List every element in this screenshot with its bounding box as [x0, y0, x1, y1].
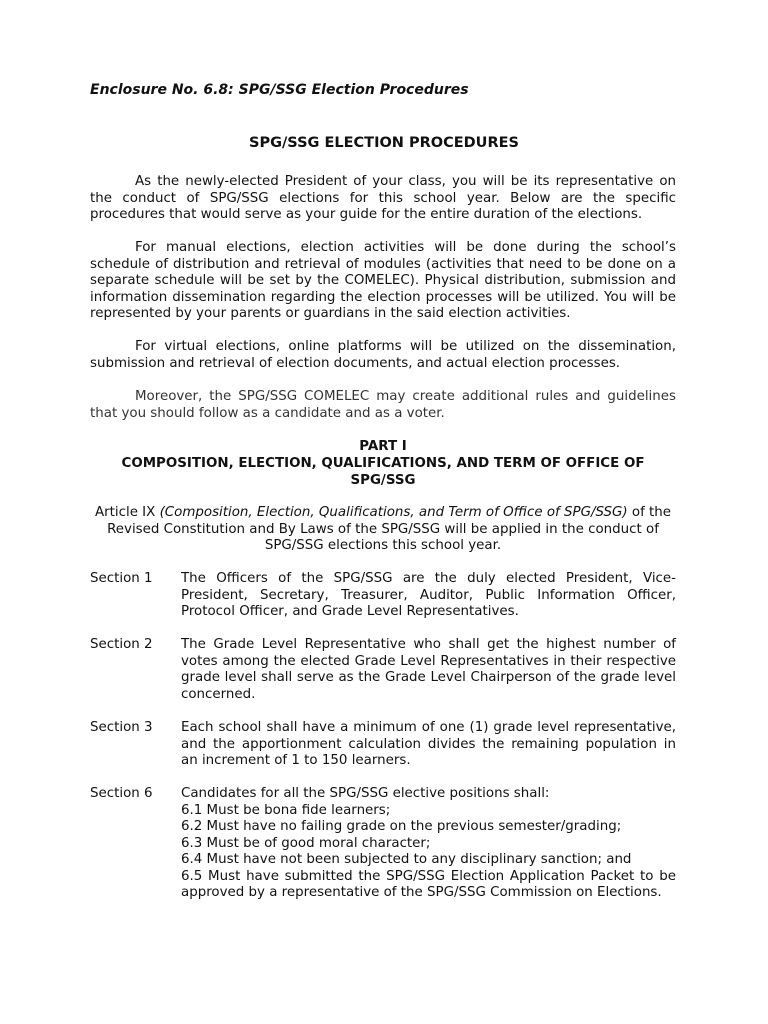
- intro-paragraph: As the newly-elected President of your class, you will be its representative on the conduct of SPG/SSG elections for this school year. Below are the specific procedures that would serve as your guide for the entire duration of the elections.: [90, 174, 676, 222]
- document-title: SPG/SSG ELECTION PROCEDURES: [249, 135, 519, 151]
- qualification-item: 6.3 Must be of good moral character;: [181, 835, 431, 851]
- qualification-item: 6.4 Must have not been subjected to any disciplinary sanction; and: [181, 852, 632, 867]
- section-intro: Candidates for all the SPG/SSG elective positions shall:: [181, 786, 550, 801]
- qualification-item: 6.2 Must have no failing grade on the previous semester/grading;: [181, 819, 622, 834]
- section-label: Section 6: [90, 786, 153, 801]
- comelec-rules-paragraph: Moreover, the SPG/SSG COMELEC may create additional rules and guidelines that you should follow as a candidate and as a voter.: [90, 389, 676, 421]
- section-label: Section 1: [90, 571, 153, 586]
- section-label: Section 3: [90, 720, 153, 735]
- section-text: Each school shall have a minimum of one (1) grade level representative, and the apportionment calculation divides the remaining population in an increment of 1 to 150 learners.: [181, 720, 676, 768]
- section-body: [181, 786, 676, 902]
- article-prefix: Article IX: [94, 505, 160, 520]
- section-2: [90, 637, 676, 703]
- section-6: [90, 786, 676, 902]
- article-statement: [90, 505, 676, 555]
- section-text: The Officers of the SPG/SSG are the duly elected President, Vice-President, Secretary, Treasurer, Auditor, Public Information Officer, Protocol Officer, and Grade Level Representatives.: [181, 571, 676, 619]
- section-3: [90, 720, 676, 770]
- section-label: Section 2: [90, 637, 153, 652]
- qualification-item: 6.5 Must have submitted the SPG/SSG Election Application Packet to be approved by a representative of the SPG/SSG Commission on Elections.: [181, 868, 676, 900]
- enclosure-title: Enclosure No. 6.8: SPG/SSG Election Procedures: [90, 82, 469, 98]
- part-heading: COMPOSITION, ELECTION, QUALIFICATIONS, AND TERM OF OFFICE OF SPG/SSG: [121, 456, 645, 488]
- article-italic-title: (Composition, Election, Qualifications, and Term of Office of SPG/SSG): [159, 505, 628, 520]
- virtual-elections-paragraph: For virtual elections, online platforms will be utilized on the dissemination, submission and retrieval of election documents, and actual election processes.: [90, 339, 676, 371]
- part-number: PART I: [359, 439, 407, 454]
- section-text: The Grade Level Representative who shall get the highest number of votes among the elected Grade Level Representatives in their respective grade level shall serve as the Grade Level Chairperson of the grade level concerned.: [181, 637, 676, 702]
- manual-elections-paragraph: For manual elections, election activities will be done during the school’s schedule of distribution and retrieval of modules (activities that need to be done on a separate schedule will be set by the COMELEC). Physical distribution, submission and information dissemination regarding the election processes will be utilized. You will be represented by your parents or guardians in the said election activities.: [90, 240, 676, 321]
- section-1: [90, 571, 676, 621]
- qualification-item: 6.1 Must be bona fide learners;: [181, 802, 391, 818]
- article-suffix: of the Revised Constitution and By Laws of the SPG/SSG will be applied in the conduct of SPG/SSG elections this school year.: [107, 505, 672, 553]
